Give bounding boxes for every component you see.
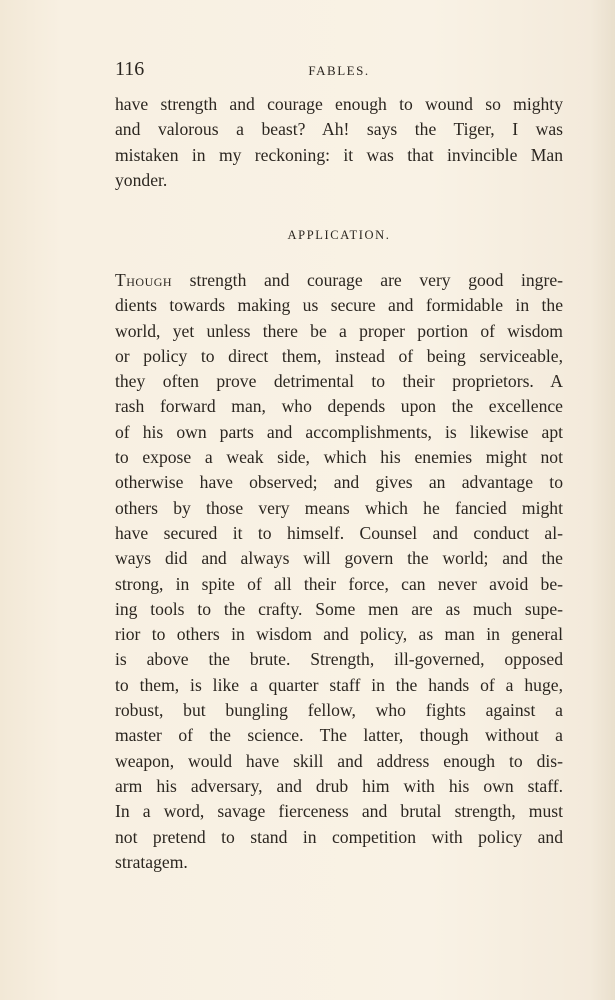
text-line: to them, is like a quarter staff in the hands of a huge, xyxy=(115,674,563,695)
text-line xyxy=(115,268,563,293)
text-line: In a word, savage fierceness and brutal strength, must xyxy=(115,801,563,822)
text-line: ways did and always will govern the world; and the xyxy=(115,548,563,569)
text-line: dients towards making us secure and formidable in the xyxy=(115,295,563,316)
text-line: others by those very means which he fancied might xyxy=(115,497,563,518)
text-line: not pretend to stand in competition with policy and xyxy=(115,826,563,847)
text-line: have strength and courage enough to wound so mighty xyxy=(115,94,563,114)
text-line: rior to others in wisdom and policy, as man in general xyxy=(115,624,563,645)
fable-ending-paragraph xyxy=(115,92,563,193)
text-line: world, yet unless there be a proper portion of wisdom xyxy=(115,320,563,341)
text-line: mistaken in my reckoning: it was that invincible Man xyxy=(115,144,563,165)
text-line: they often prove detrimental to their proprietors. A xyxy=(115,371,563,392)
text-line: rash forward man, who depends upon the excellence xyxy=(115,396,563,417)
page-number: 116 xyxy=(115,58,145,80)
text-line: robust, but bungling fellow, who fights against a xyxy=(115,700,563,721)
text-line: yonder. xyxy=(115,169,168,190)
text-line: of his own parts and accomplishments, is likewise apt xyxy=(115,421,563,442)
page-header xyxy=(115,58,563,88)
line-rest: strength and courage are very good ingre- xyxy=(172,270,563,290)
text-line: and valorous a beast? Ah! says the Tiger, I was xyxy=(115,119,563,140)
text-line: master of the science. The latter, though without a xyxy=(115,725,563,746)
text-line: arm his adversary, and drub him with his own staff. xyxy=(115,775,563,796)
text-line: otherwise have observed; and gives an advantage to xyxy=(115,472,563,493)
running-head: FABLES. xyxy=(308,63,370,78)
text-line: have secured it to himself. Counsel and conduct al- xyxy=(115,522,563,543)
text-line: stratagem. xyxy=(115,851,188,872)
text-line: strong, in spite of all their force, can never avoid be- xyxy=(115,573,563,594)
text-line: or policy to direct them, instead of being serviceable, xyxy=(115,345,563,366)
text-line: is above the brute. Strength, ill-governed, opposed xyxy=(115,649,563,670)
text-line: to expose a weak side, which his enemies might not xyxy=(115,447,563,468)
text-line: weapon, would have skill and address enough to dis- xyxy=(115,750,563,771)
application-paragraph xyxy=(115,268,563,875)
section-title: APPLICATION. xyxy=(287,228,391,242)
first-word: Though xyxy=(115,270,173,290)
text-line: ing tools to the crafty. Some men are as much supe- xyxy=(115,598,563,619)
